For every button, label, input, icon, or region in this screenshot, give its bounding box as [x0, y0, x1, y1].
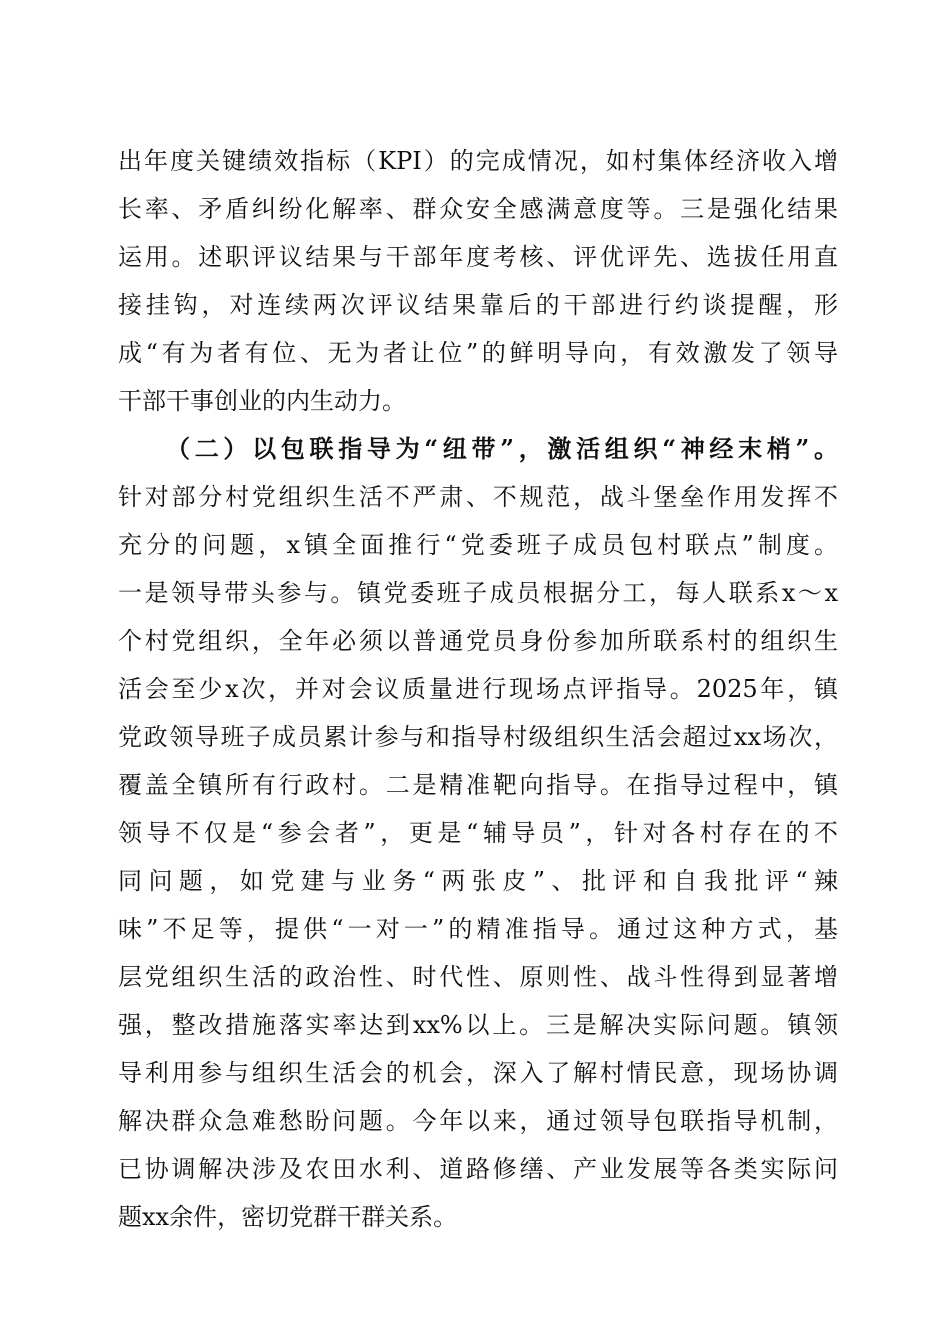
body-text-line: 层党组织生活的政治性、时代性、原则性、战斗性得到显著增	[118, 963, 838, 991]
body-text-line: 解决群众急难愁盼问题。今年以来，通过领导包联指导机制，	[118, 1107, 838, 1135]
body-text-line: 充分的问题，x镇全面推行“党委班子成员包村联点”制度。	[118, 531, 838, 559]
body-text-line: 领导不仅是“参会者”，更是“辅导员”，针对各村存在的不	[118, 819, 838, 847]
body-text-line: 覆盖全镇所有行政村。二是精准靶向指导。在指导过程中，镇	[118, 771, 838, 799]
body-text-line: 运用。述职评议结果与干部年度考核、评优评先、选拔任用直	[118, 243, 838, 271]
body-text-line: 接挂钩，对连续两次评议结果靠后的干部进行约谈提醒，形	[118, 291, 838, 319]
body-text-line: 题xx余件，密切党群干群关系。	[118, 1203, 458, 1231]
section-heading: （二）以包联指导为“纽带”，激活组织“神经末梢”。	[166, 434, 838, 463]
body-text-line: 导利用参与组织生活会的机会，深入了解村情民意，现场协调	[118, 1059, 838, 1087]
body-text-line: 成“有为者有位、无为者让位”的鲜明导向，有效激发了领导	[118, 339, 838, 367]
body-text-line: 干部干事创业的内生动力。	[118, 387, 406, 415]
body-text-line: 同问题，如党建与业务“两张皮”、批评和自我批评“辣	[118, 867, 838, 895]
body-text-line: 个村党组织，全年必须以普通党员身份参加所联系村的组织生	[118, 627, 838, 655]
body-text-line: 出年度关键绩效指标（KPI）的完成情况，如村集体经济收入增	[118, 147, 838, 175]
body-text-line: 味”不足等，提供“一对一”的精准指导。通过这种方式，基	[118, 915, 838, 943]
body-text-line: 活会至少x次，并对会议质量进行现场点评指导。2025年，镇	[118, 675, 838, 703]
body-text-line: 强，整改措施落实率达到xx%以上。三是解决实际问题。镇领	[118, 1011, 838, 1039]
body-text-line: 党政领导班子成员累计参与和指导村级组织生活会超过xx场次，	[118, 723, 838, 751]
body-text-line: 长率、矛盾纠纷化解率、群众安全感满意度等。三是强化结果	[118, 195, 838, 223]
body-text-line: 一是领导带头参与。镇党委班子成员根据分工，每人联系x～x	[118, 579, 838, 607]
body-text-line: 已协调解决涉及农田水利、道路修缮、产业发展等各类实际问	[118, 1155, 838, 1183]
body-text-line: 针对部分村党组织生活不严肃、不规范，战斗堡垒作用发挥不	[118, 483, 838, 511]
